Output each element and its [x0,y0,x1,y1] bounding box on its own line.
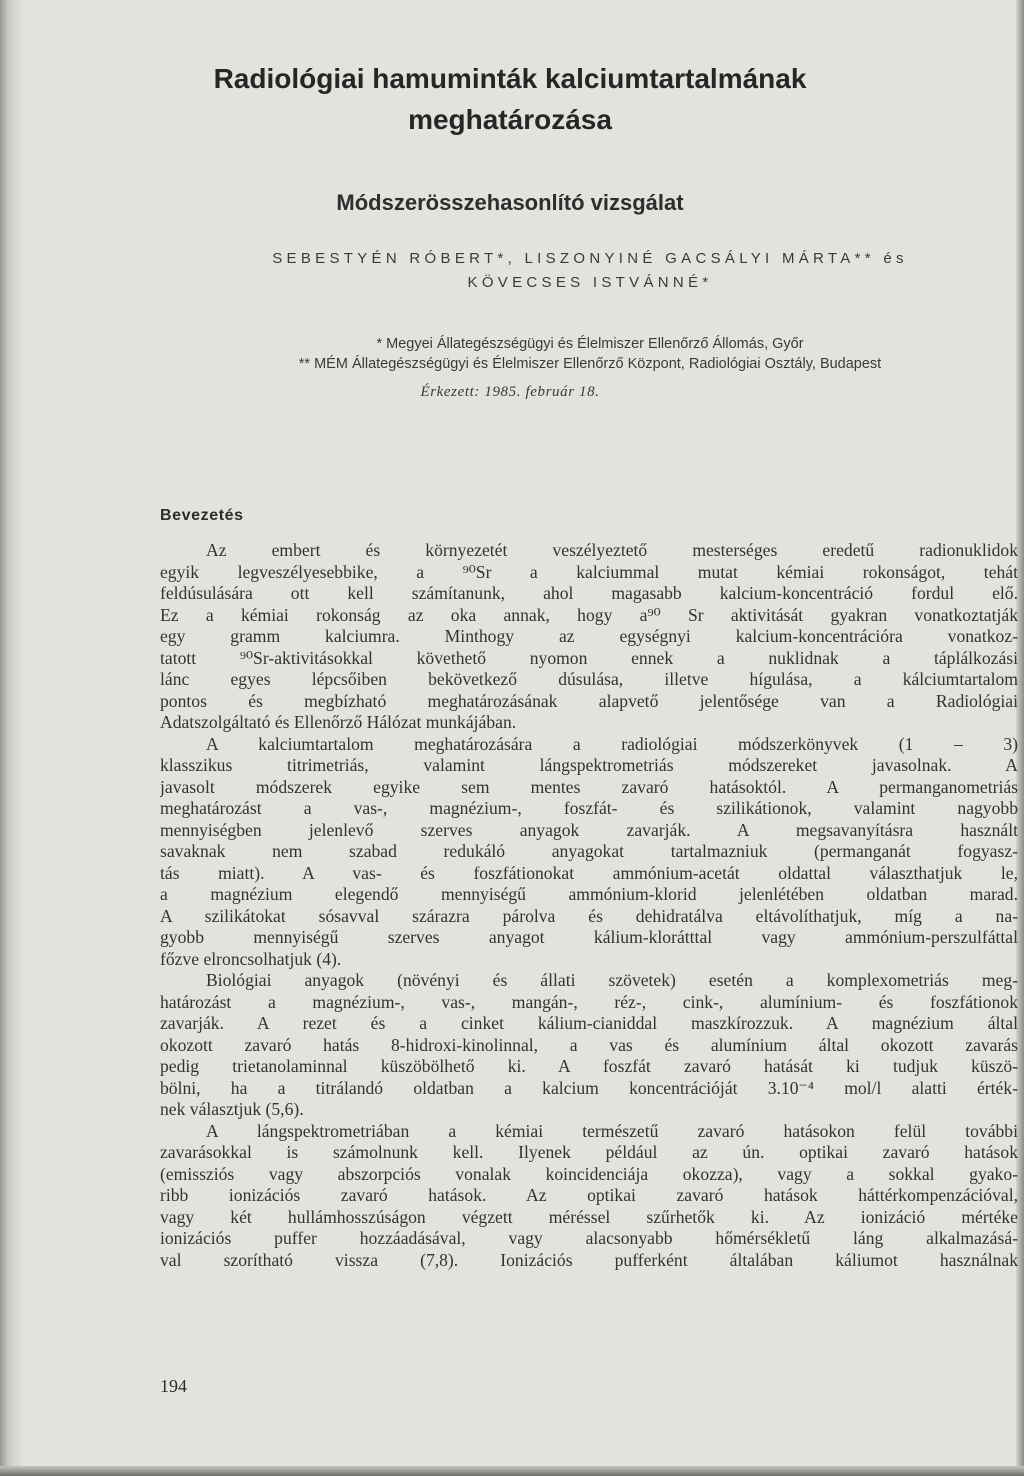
body-line: meghatározást a vas-, magnézium-, foszfát- és szilikátionok, valamint nagyobb [160,798,1018,818]
body-line: feldúsulására ott kell számítanunk, ahol magasabb kalcium-koncentráció fordul elő. [160,583,1018,603]
author-line-2: KÖVECSES ISTVÁNNÉ* [467,274,713,291]
body-text [160,540,1018,1271]
body-line: pontos és megbízható meghatározásának alapvető jelentősége van a Radiológiai [160,690,1018,711]
article-title [160,58,860,140]
body-line: nek választjuk (5,6). [160,1099,304,1119]
body-line: ionizációs puffer hozzáadásával, vagy alacsonyabb hőmérsékletű láng alkalmazásá- [160,1228,1018,1248]
article-title-line-2: meghatározása [408,104,612,135]
body-line: val szorítható vissza (7,8). Ionizációs pufferként általában káliumot használnak [160,1249,1018,1270]
section-heading: Bevezetés [160,507,244,524]
body-line: határozást a magnézium-, vas-, mangán-, réz-, cink-, alumínium- és foszfátionok [160,991,1018,1012]
body-line: A szilikátokat sósavval szárazra párolva és dehidratálva eltávolíthatjuk, míg a na- [160,905,1018,926]
page-number: 194 [160,1376,187,1396]
affiliations [160,334,1020,374]
page-edge-left [0,0,22,1476]
body-line: javasolt módszerek egyike sem mentes zavaró hatásoktól. A permanganometriás [160,776,1018,797]
body-line: ribb ionizációs zavaró hatások. Az optikai zavaró hatások háttérkompenzációval, [160,1185,1018,1205]
body-line: Adatszolgáltató és Ellenőrző Hálózat munkájában. [160,712,517,732]
body-line: mennyiségben jelenlevő szerves anyagok zavarják. A megsavanyításra használt [160,819,1018,840]
body-line: A lángspektrometriában a kémiai természetű zavaró hatásokon felül további [206,1120,1018,1141]
body-line: zavarásokkal is számolnunk kell. Ilyenek például az ún. optikai zavaró hatások [160,1142,1018,1162]
body-line: Ez a kémiai rokonság az oka annak, hogy a⁹⁰ Sr aktivitását gyakran vonatkoztatják [160,604,1018,625]
page-edge-bottom [0,1466,1024,1476]
body-line: klasszikus titrimetriás, valamint lángspektrometriás módszereket javasolnak. A [160,755,1018,775]
body-line: okozott zavaró hatás 8-hidroxi-kinolinnal, a vas és alumínium által okozott zavarás [160,1034,1018,1055]
body-line: főzve elroncsolhatjuk (4). [160,948,342,969]
article-title-line-1: Radiológiai hamuminták kalciumtartalmának [213,63,807,94]
body-line: pedig trietanolaminnal küszöbölhető ki. A foszfát zavaró hatását ki tudjuk küszö- [160,1056,1018,1076]
body-line: zavarják. A rezet és a cinket kálium-cianiddal maszkírozzuk. A magnézium által [160,1013,1018,1033]
affiliation-2: ** MÉM Állategészségügyi és Élelmiszer Ellenőrző Központ, Radiológiai Osztály, Budapest [298,356,882,372]
body-line: gyobb mennyiségű szerves anyagot kálium-klorátttal vagy ammónium-perszulfáttal [160,927,1018,947]
body-line: A kalciumtartalom meghatározására a radiológiai módszerkönyvek (1 – 3) [206,733,1018,754]
body-line: vagy két hullámhosszúságon végzett méréssel szűrhetők ki. Az ionizáció mértéke [160,1206,1018,1227]
article-subtitle: Módszerösszehasonlító vizsgálat [336,190,684,215]
author-list [160,247,1020,295]
body-line: a magnézium elegendő mennyiségű ammónium-klorid jelenlétében oldatban marad. [160,884,1018,904]
body-line: egyik legveszélyesebbike, a ⁹⁰Sr a kalciummal mutat kémiai rokonságot, tehát [160,561,1018,582]
body-line: lánc egyes lépcsőiben bekövetkező dúsulása, illetve hígulása, a kálciumtartalom [160,669,1018,689]
author-line-1: SEBESTYÉN RÓBERT*, LISZONYINÉ GACSÁLYI MÁRTA** és [272,250,908,267]
body-line: tás miatt). A vas- és foszfátionokat ammónium-acetát oldattal választhatjuk le, [160,862,1018,883]
body-line: (emissziós vagy abszorpciós vonalak koincidenciája okozza), vagy a sokkal gyako- [160,1163,1018,1184]
received-date: Érkezett: 1985. február 18. [420,384,600,400]
body-line: tatott ⁹⁰Sr-aktivitásokkal követhető nyomon ennek a nuklidnak a táplálkozási [160,647,1018,668]
body-line: savaknak nem szabad redukáló anyagokat tartalmazniuk (permanganát fogyasz- [160,841,1018,861]
body-line: bölni, ha a titrálandó oldatban a kalcium koncentrációját 3.10⁻⁴ mol/l alatti érték- [160,1077,1018,1098]
affiliation-1: * Megyei Állategészségügyi és Élelmiszer Ellenőrző Állomás, Győr [376,336,804,352]
body-line: Az embert és környezetét veszélyeztető mesterséges eredetű radionuklidok [206,540,1018,560]
body-line: Biológiai anyagok (növényi és állati szövetek) esetén a komplexometriás meg- [206,970,1018,990]
body-line: egy gramm kalciumra. Minthogy az egységnyi kalcium-koncentrációra vonatkoz- [160,626,1018,646]
